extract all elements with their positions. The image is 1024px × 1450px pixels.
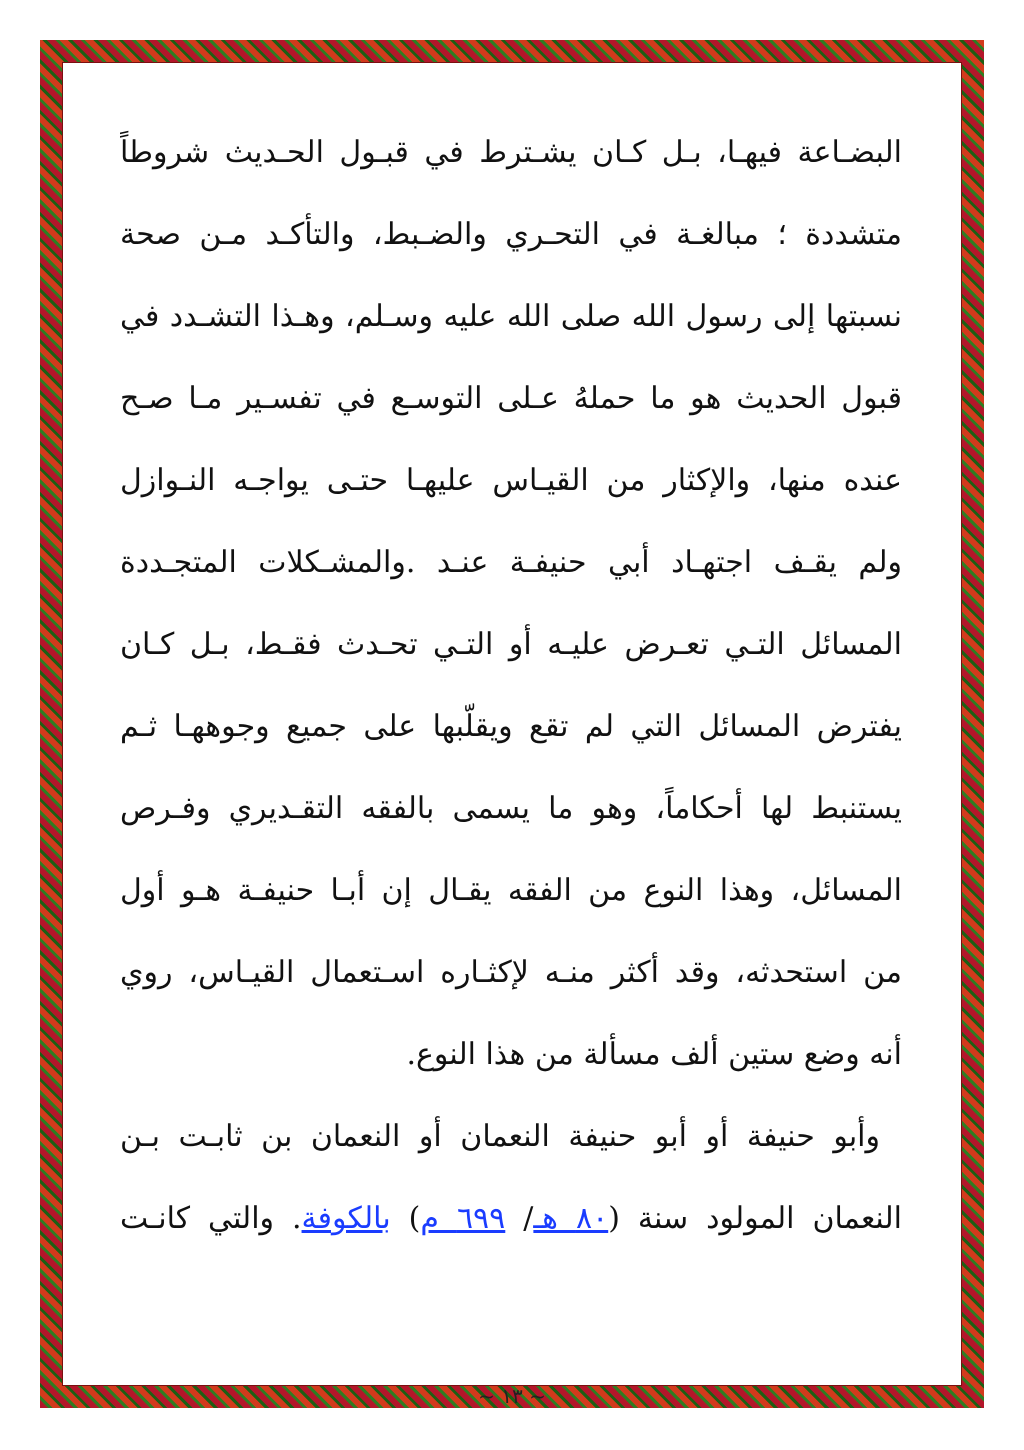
line-prefix: النعمان المولود سنة (: [608, 1201, 902, 1236]
text-line: المسائل، وهذا النوع من الفقه يقـال إن أبـا حنيفـة هـو أول: [120, 873, 902, 908]
text-line: نسبتها إلى رسول الله صلى الله عليه وسـلم، وهـذا التشـدد في: [120, 299, 902, 334]
text-line: متشددة ؛ مبالغـة في التحـري والضـبط، والتأكـد مـن صحة: [120, 217, 902, 252]
line-mid: ): [390, 1201, 421, 1236]
text-line: ولم يقـف اجتهـاد أبي حنيفـة عنـد .والمشـكلات المتجـددة: [120, 545, 902, 580]
text-line: قبول الحديث هو ما حملهُ عـلى التوسـع في تفسـير مـا صـح: [120, 381, 902, 416]
text-line: يفترض المسائل التي لم تقع ويقلّبها على جميع وجوههـا ثـم: [120, 709, 902, 744]
text-line: من استحدثه، وقد أكثر منـه لإكثـاره اسـتعمال القيـاس، روي: [120, 955, 902, 990]
line-separator: /: [505, 1201, 534, 1236]
text-line: يستنبط لها أحكاماً، وهو ما يسمى بالفقه التقـديري وفـرص: [120, 791, 902, 826]
text-line-with-links: [120, 1184, 902, 1266]
text-line: وأبو حنيفة أو أبو حنيفة النعمان أو النعمان بن ثابـت بـن: [120, 1119, 880, 1154]
text-line: المسائل التـي تعـرض عليـه أو التـي تحـدث فقـط، بـل كـان: [120, 627, 902, 662]
link-year-gregorian[interactable]: ٦٩٩ م: [420, 1201, 506, 1236]
line-suffix: . والتي كانـت: [120, 1201, 302, 1236]
link-city-kufa[interactable]: بالكوفة: [301, 1201, 391, 1236]
text-line: البضـاعة فيهـا، بـل كـان يشـترط في قبـول الحـديث شروطاً: [120, 135, 902, 170]
body-text: [120, 118, 902, 1266]
link-year-hijri[interactable]: ٨٠ هـ: [533, 1201, 609, 1236]
text-line: عنده منها، والإكثار من القيـاس عليهـا حتـى يواجـه النـوازل: [120, 463, 902, 498]
page-number: ~ ١٣ ~: [478, 1384, 546, 1408]
text-line: أنه وضع ستين ألف مسألة من هذا النوع.: [406, 1037, 902, 1072]
